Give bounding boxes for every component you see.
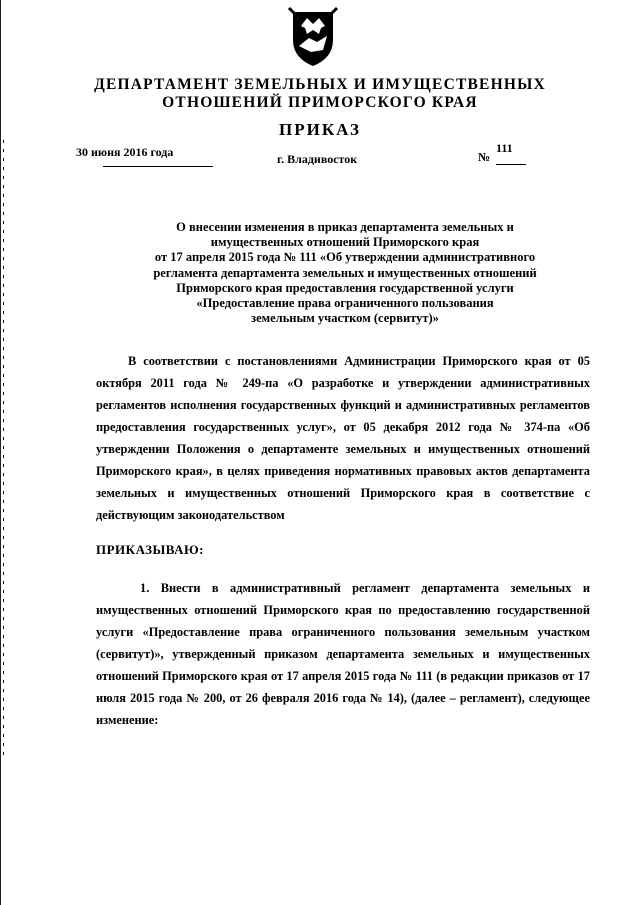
subject-line: «Предоставление права ограниченного пользования	[196, 296, 494, 311]
preamble-paragraph: В соответствии с постановлениями Администрации Приморского края от 05 октября 2011 года № 249-па «О разработке и утверждении административных регламентов исполнения государственных функций и административных регламентов предоставления государственных услуг», от 05 декабря 2012 года № 374-па «Об утверждении Положения о департаменте земельных и имущественных отношений Приморского края», в целях приведения нормативных правовых актов департамента земельных и имущественных отношений Приморского края в соответствие с действующим законодательством	[96, 354, 590, 522]
subject-line: земельным участком (сервитут)»	[251, 311, 439, 326]
order-directive: ПРИКАЗЫВАЮ:	[96, 542, 204, 557]
subject-line: Приморского края предоставления государственной услуги	[176, 280, 514, 295]
subject-line: имущественных отношений Приморского края	[210, 235, 480, 250]
coat-of-arms-icon	[287, 6, 339, 68]
order-date: 30 июня 2016 года	[76, 145, 174, 159]
subject-line: регламента департамента земельных и имущественных отношений	[153, 265, 537, 280]
department-name-line1: ДЕПАРТАМЕНТ ЗЕМЕЛЬНЫХ И ИМУЩЕСТВЕННЫХ	[94, 76, 546, 93]
subject-line: от 17 апреля 2015 года № 111 «Об утверждении административного	[154, 250, 536, 265]
order-city: г. Владивосток	[277, 152, 358, 166]
date-underline	[103, 166, 213, 167]
document-type: ПРИКАЗ	[279, 120, 361, 139]
number-underline	[496, 164, 526, 165]
order-number-label: №	[478, 150, 491, 164]
order-item-1: 1. Внести в административный регламент департамента земельных и имущественных отношений Приморского края по предоставлению государственной услуги «Предоставление права ограниченного пользования земельным участком (сервитут)», утвержденный приказом департамента земельных и имущественных отношений Приморского края от 17 апреля 2015 года № 111 (в редакции приказов от 17 июля 2015 года № 200, от 26 февраля 2016 года № 14), (далее – регламент), следующее изменение:	[96, 581, 590, 727]
department-name-line2: ОТНОШЕНИЙ ПРИМОРСКОГО КРАЯ	[162, 94, 478, 111]
subject-line: О внесении изменения в приказ департамента земельных и	[176, 220, 514, 234]
order-number: 111	[496, 141, 513, 155]
order-subject	[100, 220, 590, 326]
